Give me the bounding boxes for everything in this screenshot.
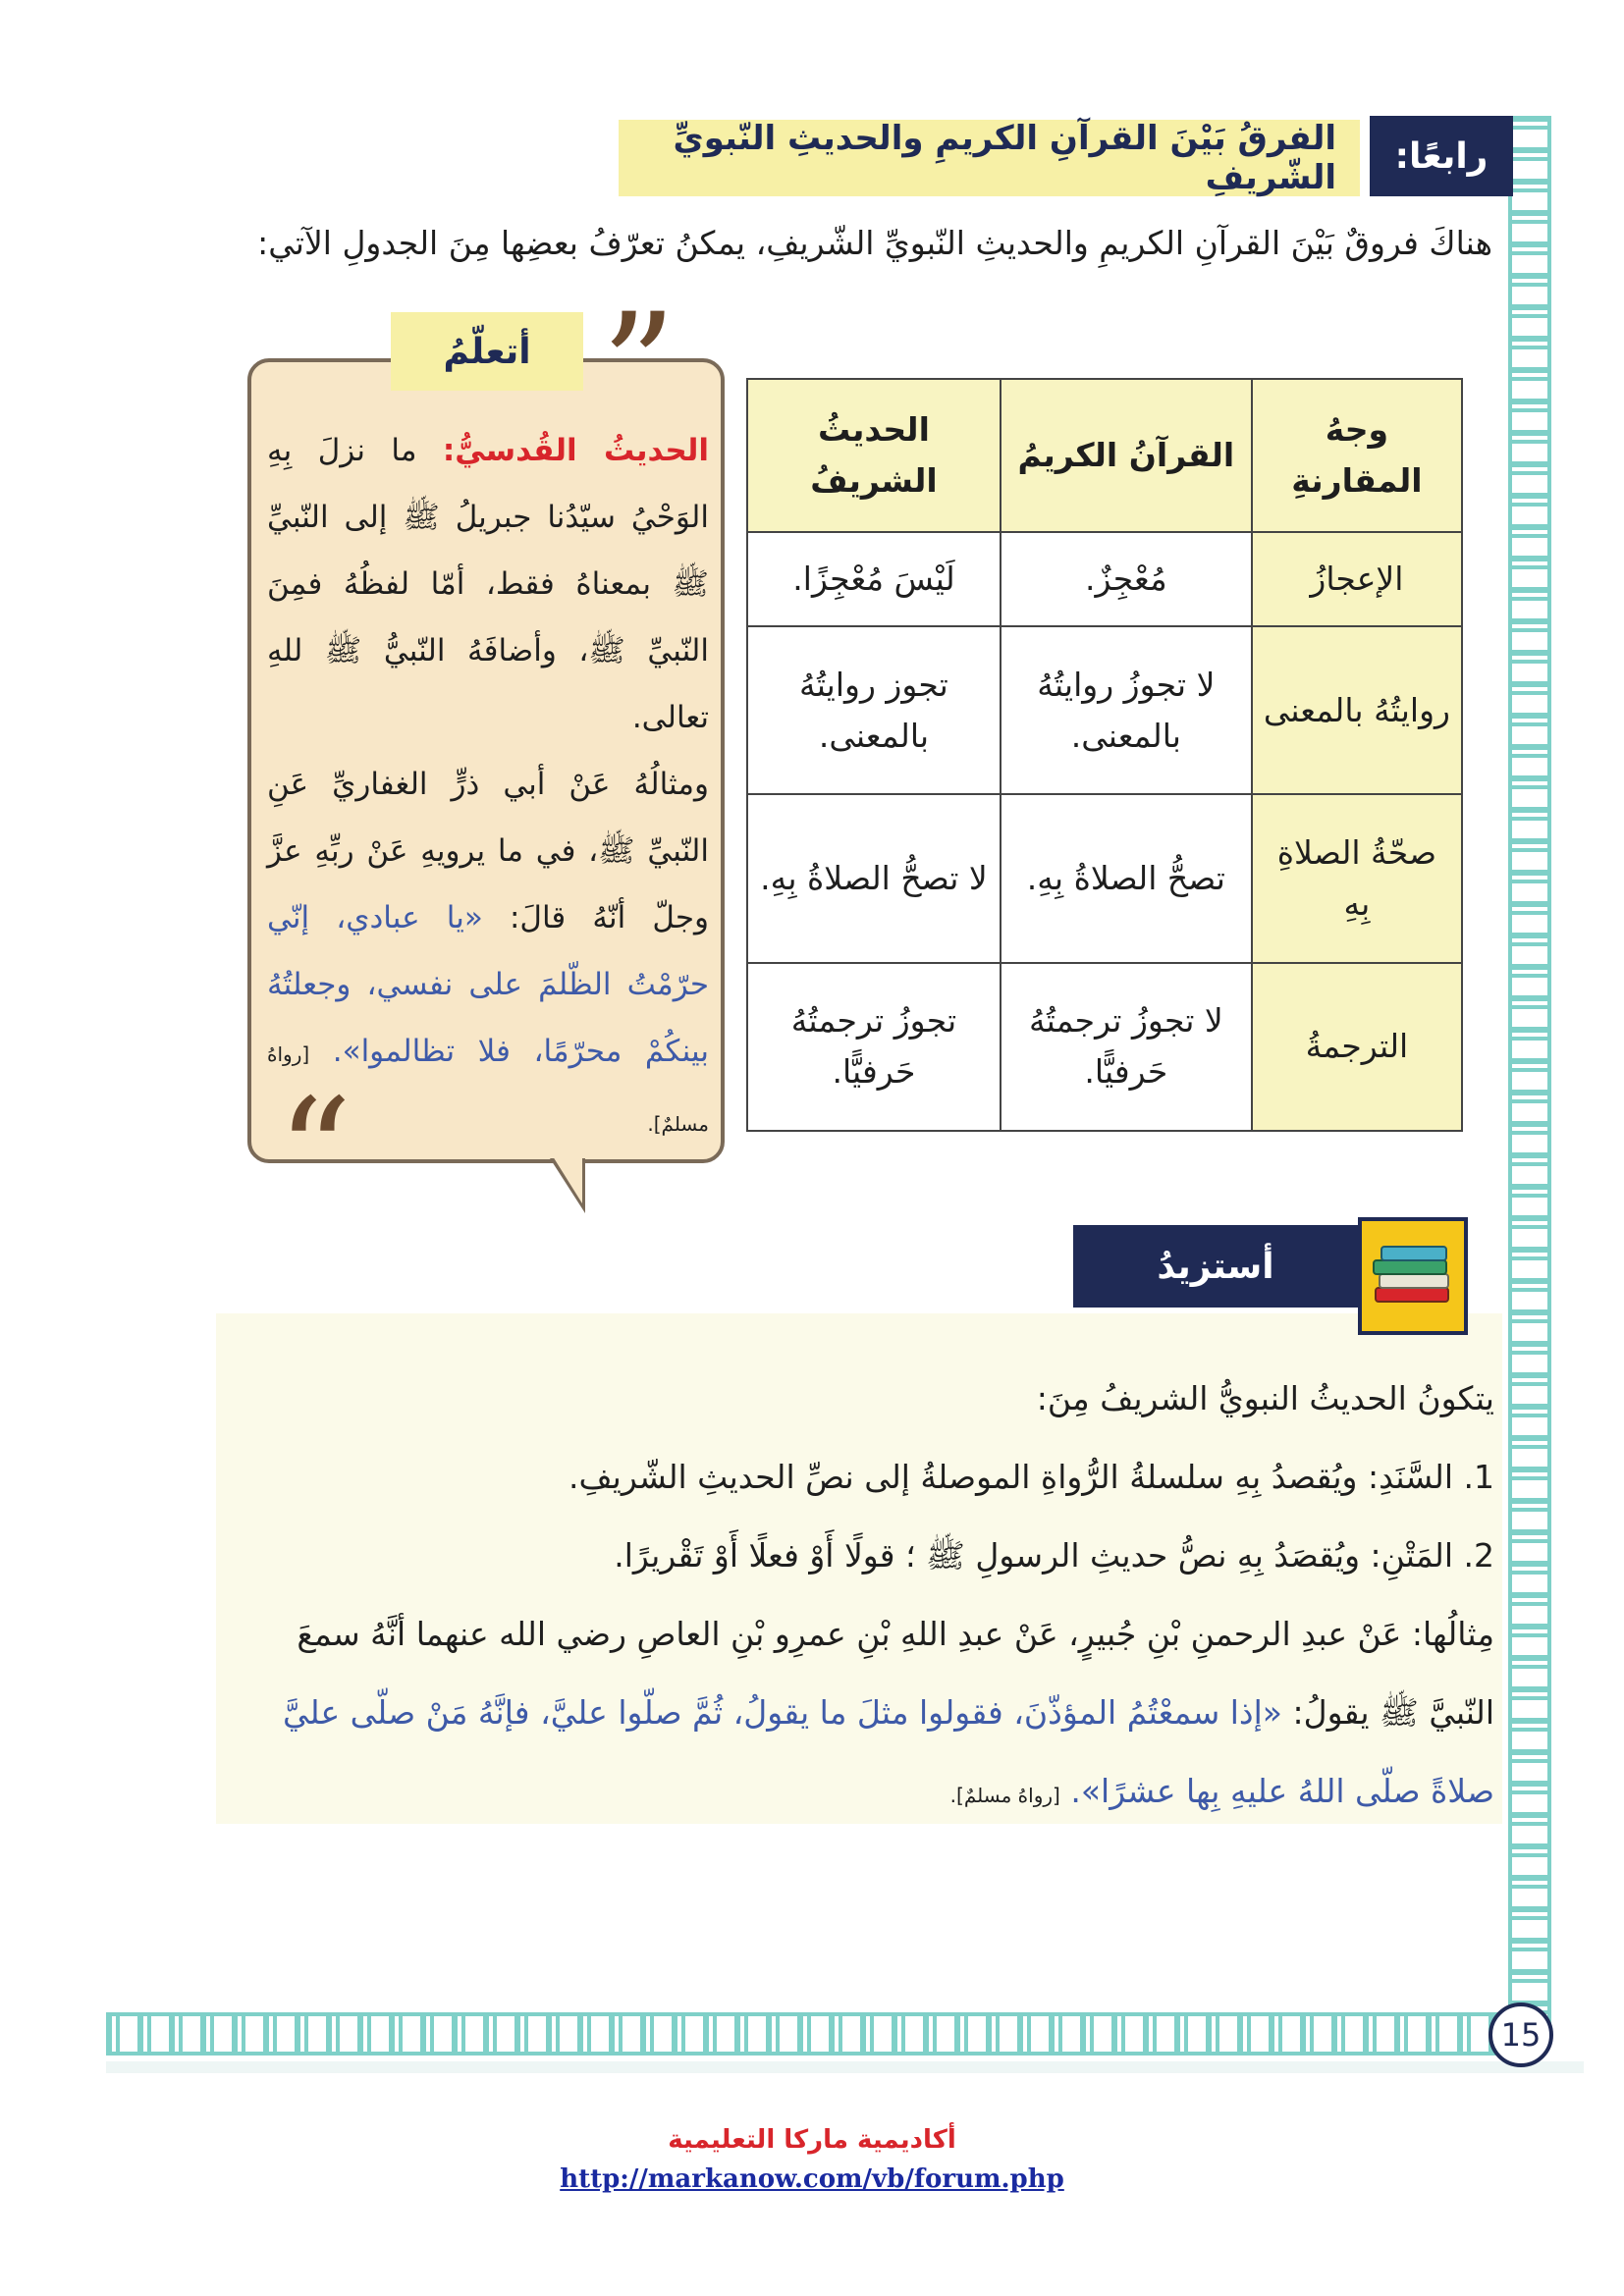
table-row — [747, 963, 1462, 1131]
page-number: 15 — [1489, 2002, 1553, 2067]
cell-hadith: تجوز روايتُهُ بالمعنى. — [747, 626, 1001, 794]
more-example-intro: مِثالُها: عَنْ عبدِ الرحمنِ بْنِ جُبيرٍ، عَنْ عبدِ اللهِ بْنِ عمرِو بْنِ العاصِ رضي الله عنهما أنَّهُ سمعَ النّبيَّ ﷺ يقولُ: — [297, 1615, 1494, 1732]
cell-hadith: تجوزُ ترجمتُهُ حَرفيًّا. — [747, 963, 1001, 1131]
open-quote-icon: ” — [601, 283, 677, 454]
header-aspect: وجهُ المقارنةِ — [1252, 379, 1462, 532]
cell-quran: لا تجوزُ روايتُهُ بالمعنى. — [1001, 626, 1252, 794]
section-label: رابعًا: — [1370, 116, 1513, 196]
table-row — [747, 532, 1462, 626]
cell-quran: تصحُّ الصلاةُ بِهِ. — [1001, 794, 1252, 962]
header-quran: القرآنُ الكريمُ — [1001, 379, 1252, 532]
learn-example-intro: ومثالُهُ عَنْ أبي ذرٍّ الغفاريِّ عَنِ النّبيِّ ﷺ، في ما يرويهِ عَنْ ربِّهِ عزَّ وجلّ أنّهُ قالَ: — [267, 767, 710, 935]
more-item-1: 1. السَّنَدِ: ويُقصدُ بِهِ سلسلةُ الرُّواةِ الموصلةُ إلى نصِّ الحديثِ الشّريفِ. — [568, 1458, 1494, 1496]
footer-url[interactable]: http://markanow.com/vb/forum.php — [560, 2164, 1064, 2194]
table-header-row — [747, 379, 1462, 532]
cell-aspect: الترجمةُ — [1252, 963, 1462, 1131]
learn-definition: ما نزلَ بِهِ الوَحْيُ سيّدُنا جبريلُ ﷺ إلى النّبيِّ ﷺ بمعناهُ فقط، أمّا لفظُهُ فمِنَ النّبيِّ ﷺ، وأضافَهُ النّبيُّ ﷺ للهِ تعالى. — [267, 433, 709, 735]
cell-hadith: لا تصحُّ الصلاةُ بِهِ. — [747, 794, 1001, 962]
more-quote: «إذا سمعْتُمُ المؤذّنَ، فقولوا مثلَ ما يقولُ، ثُمَّ صلّوا عليَّ، فإنَّهُ مَنْ صلّى عليَّ صلاةً صلّى اللهُ عليهِ بِها عشرًا». — [283, 1693, 1494, 1810]
comparison-table — [746, 378, 1463, 1132]
greek-key-border-bottom — [106, 2012, 1520, 2056]
close-quote-icon: “ — [277, 1068, 352, 1239]
section-title: الفرقُ بَيْنَ القرآنِ الكريمِ والحديثِ النّبويِّ الشّريفِ — [619, 120, 1360, 196]
table-row — [747, 626, 1462, 794]
more-intro: يتكونُ الحديثُ النبويُّ الشريفُ مِنَ: — [1036, 1379, 1494, 1417]
more-source: [رواهُ مسلمٌ]. — [949, 1784, 1060, 1807]
bottom-band — [106, 2061, 1584, 2073]
learn-term: الحديثُ القُدسيُّ: — [442, 433, 709, 468]
header-hadith: الحديثُ الشريفُ — [747, 379, 1001, 532]
learn-quote: «يا عبادي، إنّي حرّمْتُ الظّلمَ على نفسي، وجعلتُهُ بينكُمْ محرّمًا، فلا تظالموا». — [267, 900, 710, 1069]
more-example — [228, 1595, 1494, 1835]
intro-paragraph: هناكَ فروقٌ بَيْنَ القرآنِ الكريمِ والحديثِ النّبويِّ الشّريفِ، يمكنُ تعرّفُ بعضِها مِنَ الجدولِ الآتي: — [257, 224, 1492, 262]
learn-tag: أتعلّمُ — [391, 312, 583, 391]
more-item-2: 2. المَتْنِ: ويُقصَدُ بِهِ نصُّ حديثِ الرسولِ ﷺ ؛ قولًا أَوْ فعلًا أَوْ تَقْريرًا. — [614, 1536, 1494, 1575]
learn-box-tail-inner — [553, 1156, 582, 1203]
cell-hadith: لَيْسَ مُعْجِزًا. — [747, 532, 1001, 626]
more-label: أستزيدُ — [1073, 1225, 1358, 1308]
more-text — [228, 1360, 1494, 1835]
cell-aspect: صحّةُ الصلاةِ بِهِ — [1252, 794, 1462, 962]
learn-source: [رواهُ مسلمٌ]. — [267, 1042, 709, 1136]
cell-quran: لا تجوزُ ترجمتُهُ حَرفيًّا. — [1001, 963, 1252, 1131]
table-row — [747, 794, 1462, 962]
cell-quran: مُعْجِزٌ. — [1001, 532, 1252, 626]
footer-academy: أكاديمية ماركا التعليمية — [668, 2125, 956, 2155]
learn-text — [267, 417, 709, 1157]
books-icon — [1372, 1239, 1454, 1311]
cell-aspect: روايتُهُ بالمعنى — [1252, 626, 1462, 794]
greek-key-border-right — [1508, 116, 1551, 2040]
cell-aspect: الإعجازُ — [1252, 532, 1462, 626]
